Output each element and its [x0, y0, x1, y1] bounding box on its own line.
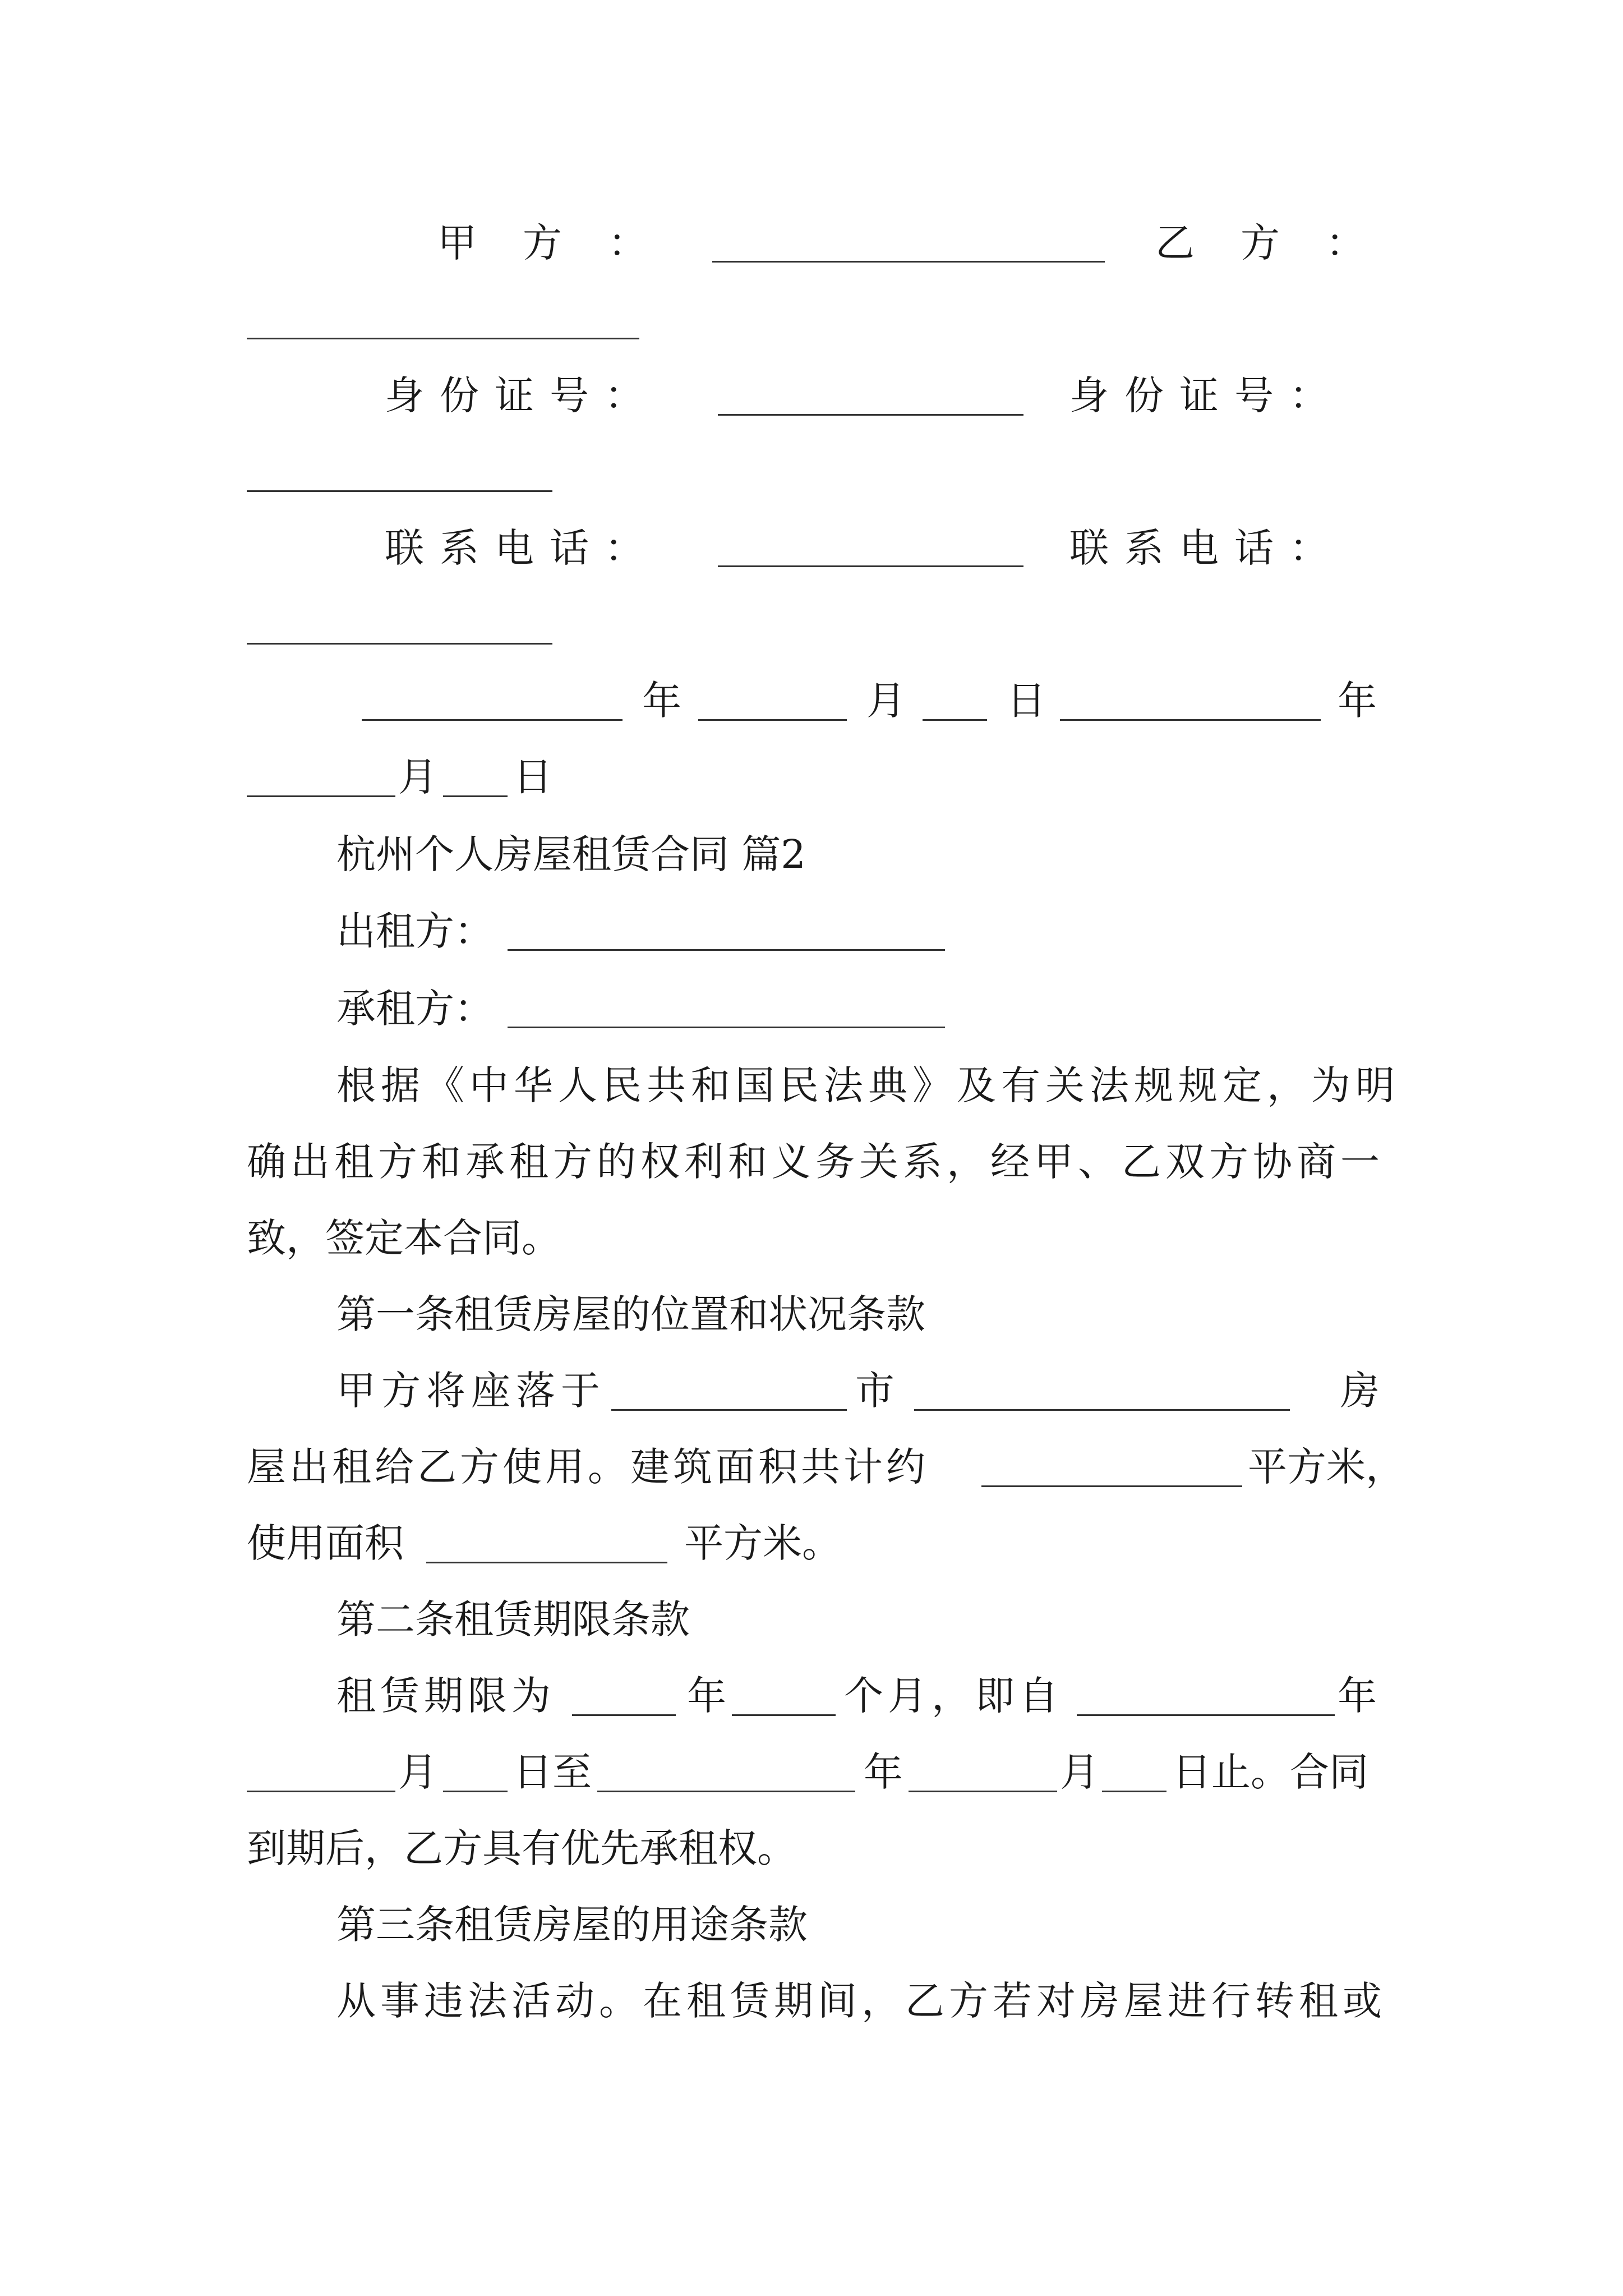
date-a-month-blank	[698, 719, 847, 721]
party-a-phone-label: 联系电话：	[385, 525, 660, 571]
date-b-year-blank	[1060, 719, 1321, 721]
intro-line-1: 根据《中华人民共和国民法典》及有关法规规定，为明	[336, 1062, 1400, 1108]
article-1-title: 第一条租赁房屋的位置和状况条款	[336, 1291, 925, 1337]
lessee-label: 承租方：	[336, 986, 494, 1032]
intro-line-3: 致，签定本合同。	[247, 1215, 561, 1261]
date-b-year: 年	[1338, 678, 1377, 724]
party-a-phone-blank	[718, 565, 1023, 567]
date-a-year: 年	[642, 678, 681, 724]
end-year-unit: 年	[864, 1749, 903, 1795]
article-1-text-c: 房	[1340, 1368, 1380, 1414]
party-b-id-blank	[247, 490, 552, 492]
date-a-day-blank	[923, 719, 987, 721]
article-2-title: 第二条租赁期限条款	[336, 1596, 690, 1642]
building-area-blank	[981, 1485, 1242, 1487]
end-day-blank	[1102, 1791, 1166, 1792]
lease-years-blank	[572, 1714, 676, 1716]
end-month-unit: 月	[1060, 1749, 1099, 1795]
start-month-blank	[247, 1791, 395, 1792]
date-a-year-blank	[362, 719, 623, 721]
party-b-phone-blank	[247, 643, 552, 645]
article-1-text-d: 屋出租给乙方使用。建筑面积共计约	[247, 1444, 929, 1490]
article-2-text-c: 日至	[513, 1749, 592, 1795]
city-blank	[611, 1409, 847, 1411]
article-2-text-a: 租赁期限为	[336, 1673, 555, 1719]
party-a-id-label: 身份证号：	[385, 372, 660, 418]
article-1-text-e: 平方米，	[1248, 1444, 1405, 1490]
lessor-label: 出租方：	[336, 908, 494, 954]
date-b-month-blank	[247, 795, 395, 797]
article-1-text-g: 平方米。	[684, 1520, 841, 1566]
usable-area-blank	[426, 1562, 667, 1563]
end-month-blank	[909, 1791, 1057, 1792]
article-2-text-b: 个月，即自	[844, 1673, 1063, 1719]
article-3-title: 第三条租赁房屋的用途条款	[336, 1902, 808, 1948]
start-year-blank	[1077, 1714, 1335, 1716]
start-day-blank	[443, 1791, 508, 1792]
article-3-line-1: 从事违法活动。在租赁期间，乙方若对房屋进行转租或	[336, 1978, 1386, 2024]
article-2-text-e: 到期后，乙方具有优先承租权。	[247, 1825, 796, 1871]
article-2-text-d: 日止。合同	[1172, 1749, 1368, 1795]
lease-months-blank	[732, 1714, 836, 1716]
date-a-month: 月	[866, 678, 906, 724]
lease-years-unit: 年	[687, 1673, 726, 1719]
start-month-unit: 月	[398, 1749, 437, 1795]
date-a-day: 日	[1007, 678, 1046, 724]
party-b-blank	[247, 338, 639, 339]
lessor-blank	[508, 949, 945, 951]
party-b-label: 乙方：	[1155, 220, 1411, 266]
party-b-phone-label: 联系电话：	[1069, 525, 1344, 571]
lessee-blank	[508, 1027, 945, 1028]
section-title: 杭州个人房屋租赁合同 篇2	[336, 831, 806, 877]
end-year-blank	[597, 1791, 855, 1792]
address-blank	[914, 1409, 1290, 1411]
party-b-id-label: 身份证号：	[1069, 372, 1344, 418]
date-b-month: 月	[398, 754, 437, 800]
article-1-text-b: 市	[855, 1368, 895, 1414]
start-year-unit: 年	[1338, 1673, 1377, 1719]
article-1-text-a: 甲方将座落于	[336, 1368, 606, 1414]
date-b-day-blank	[443, 795, 508, 797]
article-1-text-f: 使用面积	[247, 1520, 404, 1566]
party-a-id-blank	[718, 414, 1023, 416]
party-a-blank	[712, 261, 1105, 263]
intro-line-2: 确出租方和承租方的权利和义务关系，经甲、乙双方协商一	[247, 1139, 1384, 1185]
party-a-label: 甲方：	[437, 220, 693, 266]
date-b-day: 日	[513, 754, 552, 800]
